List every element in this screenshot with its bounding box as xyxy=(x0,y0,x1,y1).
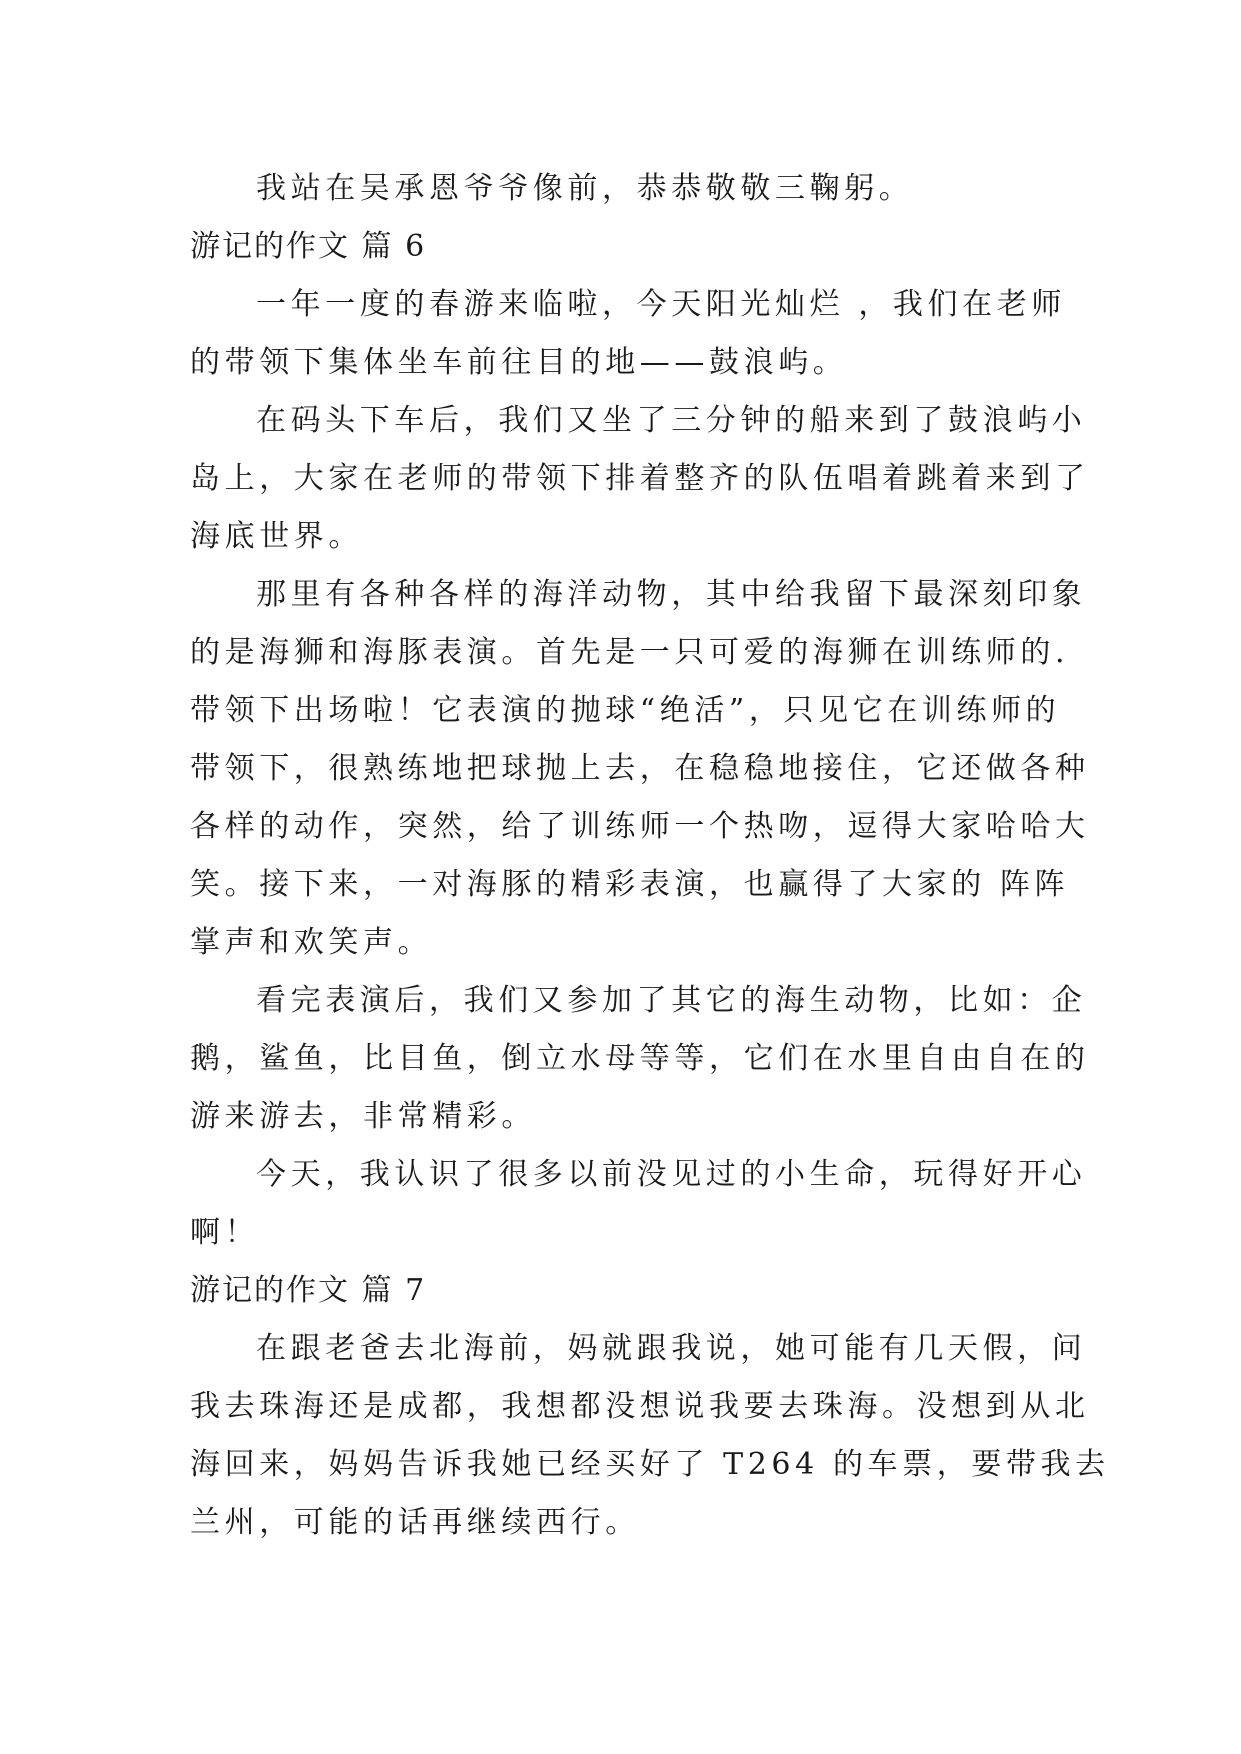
paragraph-line: 鹅，鲨鱼，比目鱼，倒立水母等等，它们在水里自由自在的 xyxy=(190,1041,1090,1076)
paragraph-line: 我站在吴承恩爷爷像前，恭恭敬敬三鞠躬。 xyxy=(256,171,914,206)
paragraph-line: 掌声和欢笑声。 xyxy=(190,925,433,960)
paragraph-line: 海底世界。 xyxy=(190,519,363,554)
paragraph-line: 各样的动作，突然，给了训练师一个热吻，逗得大家哈哈大 xyxy=(190,809,1090,844)
paragraph-line: 今天，我认识了很多以前没见过的小生命，玩得好开心 xyxy=(256,1157,1087,1192)
paragraph-line: 岛上，大家在老师的带领下排着整齐的队伍唱着跳着来到了 xyxy=(190,461,1090,496)
paragraph-line: 的是海狮和海豚表演。首先是一只可爱的海狮在训练师的. xyxy=(190,635,1070,670)
paragraph-line: 的带领下集体坐车前往目的地——鼓浪屿。 xyxy=(190,345,848,380)
paragraph-line: 笑。接下来，一对海豚的精彩表演，也赢得了大家的 阵阵 xyxy=(190,867,1070,902)
paragraph-line: 在码头下车后，我们又坐了三分钟的船来到了鼓浪屿小 xyxy=(256,403,1087,438)
paragraph-line: 一年一度的春游来临啦，今天阳光灿烂 ，我们在老师 xyxy=(256,287,1066,322)
paragraph-line: 海回来，妈妈告诉我她已经买好了 T264 的车票，要带我去 xyxy=(190,1447,1110,1482)
paragraph-line: 带领下，很熟练地把球抛上去，在稳稳地接住，它还做各种 xyxy=(190,751,1090,786)
paragraph-line: 在跟老爸去北海前，妈就跟我说，她可能有几天假，问 xyxy=(256,1331,1087,1366)
section-heading: 游记的作文 篇 7 xyxy=(190,1273,427,1308)
paragraph-line: 看完表演后，我们又参加了其它的海生动物，比如：企 xyxy=(256,983,1087,1018)
paragraph-line: 兰州，可能的话再继续西行。 xyxy=(190,1505,640,1540)
paragraph-line: 那里有各种各样的海洋动物，其中给我留下最深刻印象 xyxy=(256,577,1087,612)
paragraph-line: 游来游去，非常精彩。 xyxy=(190,1099,536,1134)
paragraph-line: 我去珠海还是成都，我想都没想说我要去珠海。没想到从北 xyxy=(190,1389,1090,1424)
section-heading: 游记的作文 篇 6 xyxy=(190,229,427,264)
paragraph-line: 带领下出场啦！它表演的抛球“绝活”，只见它在训练师的 xyxy=(190,693,1061,728)
document-page xyxy=(190,160,1110,1552)
paragraph-line: 啊！ xyxy=(190,1215,260,1250)
